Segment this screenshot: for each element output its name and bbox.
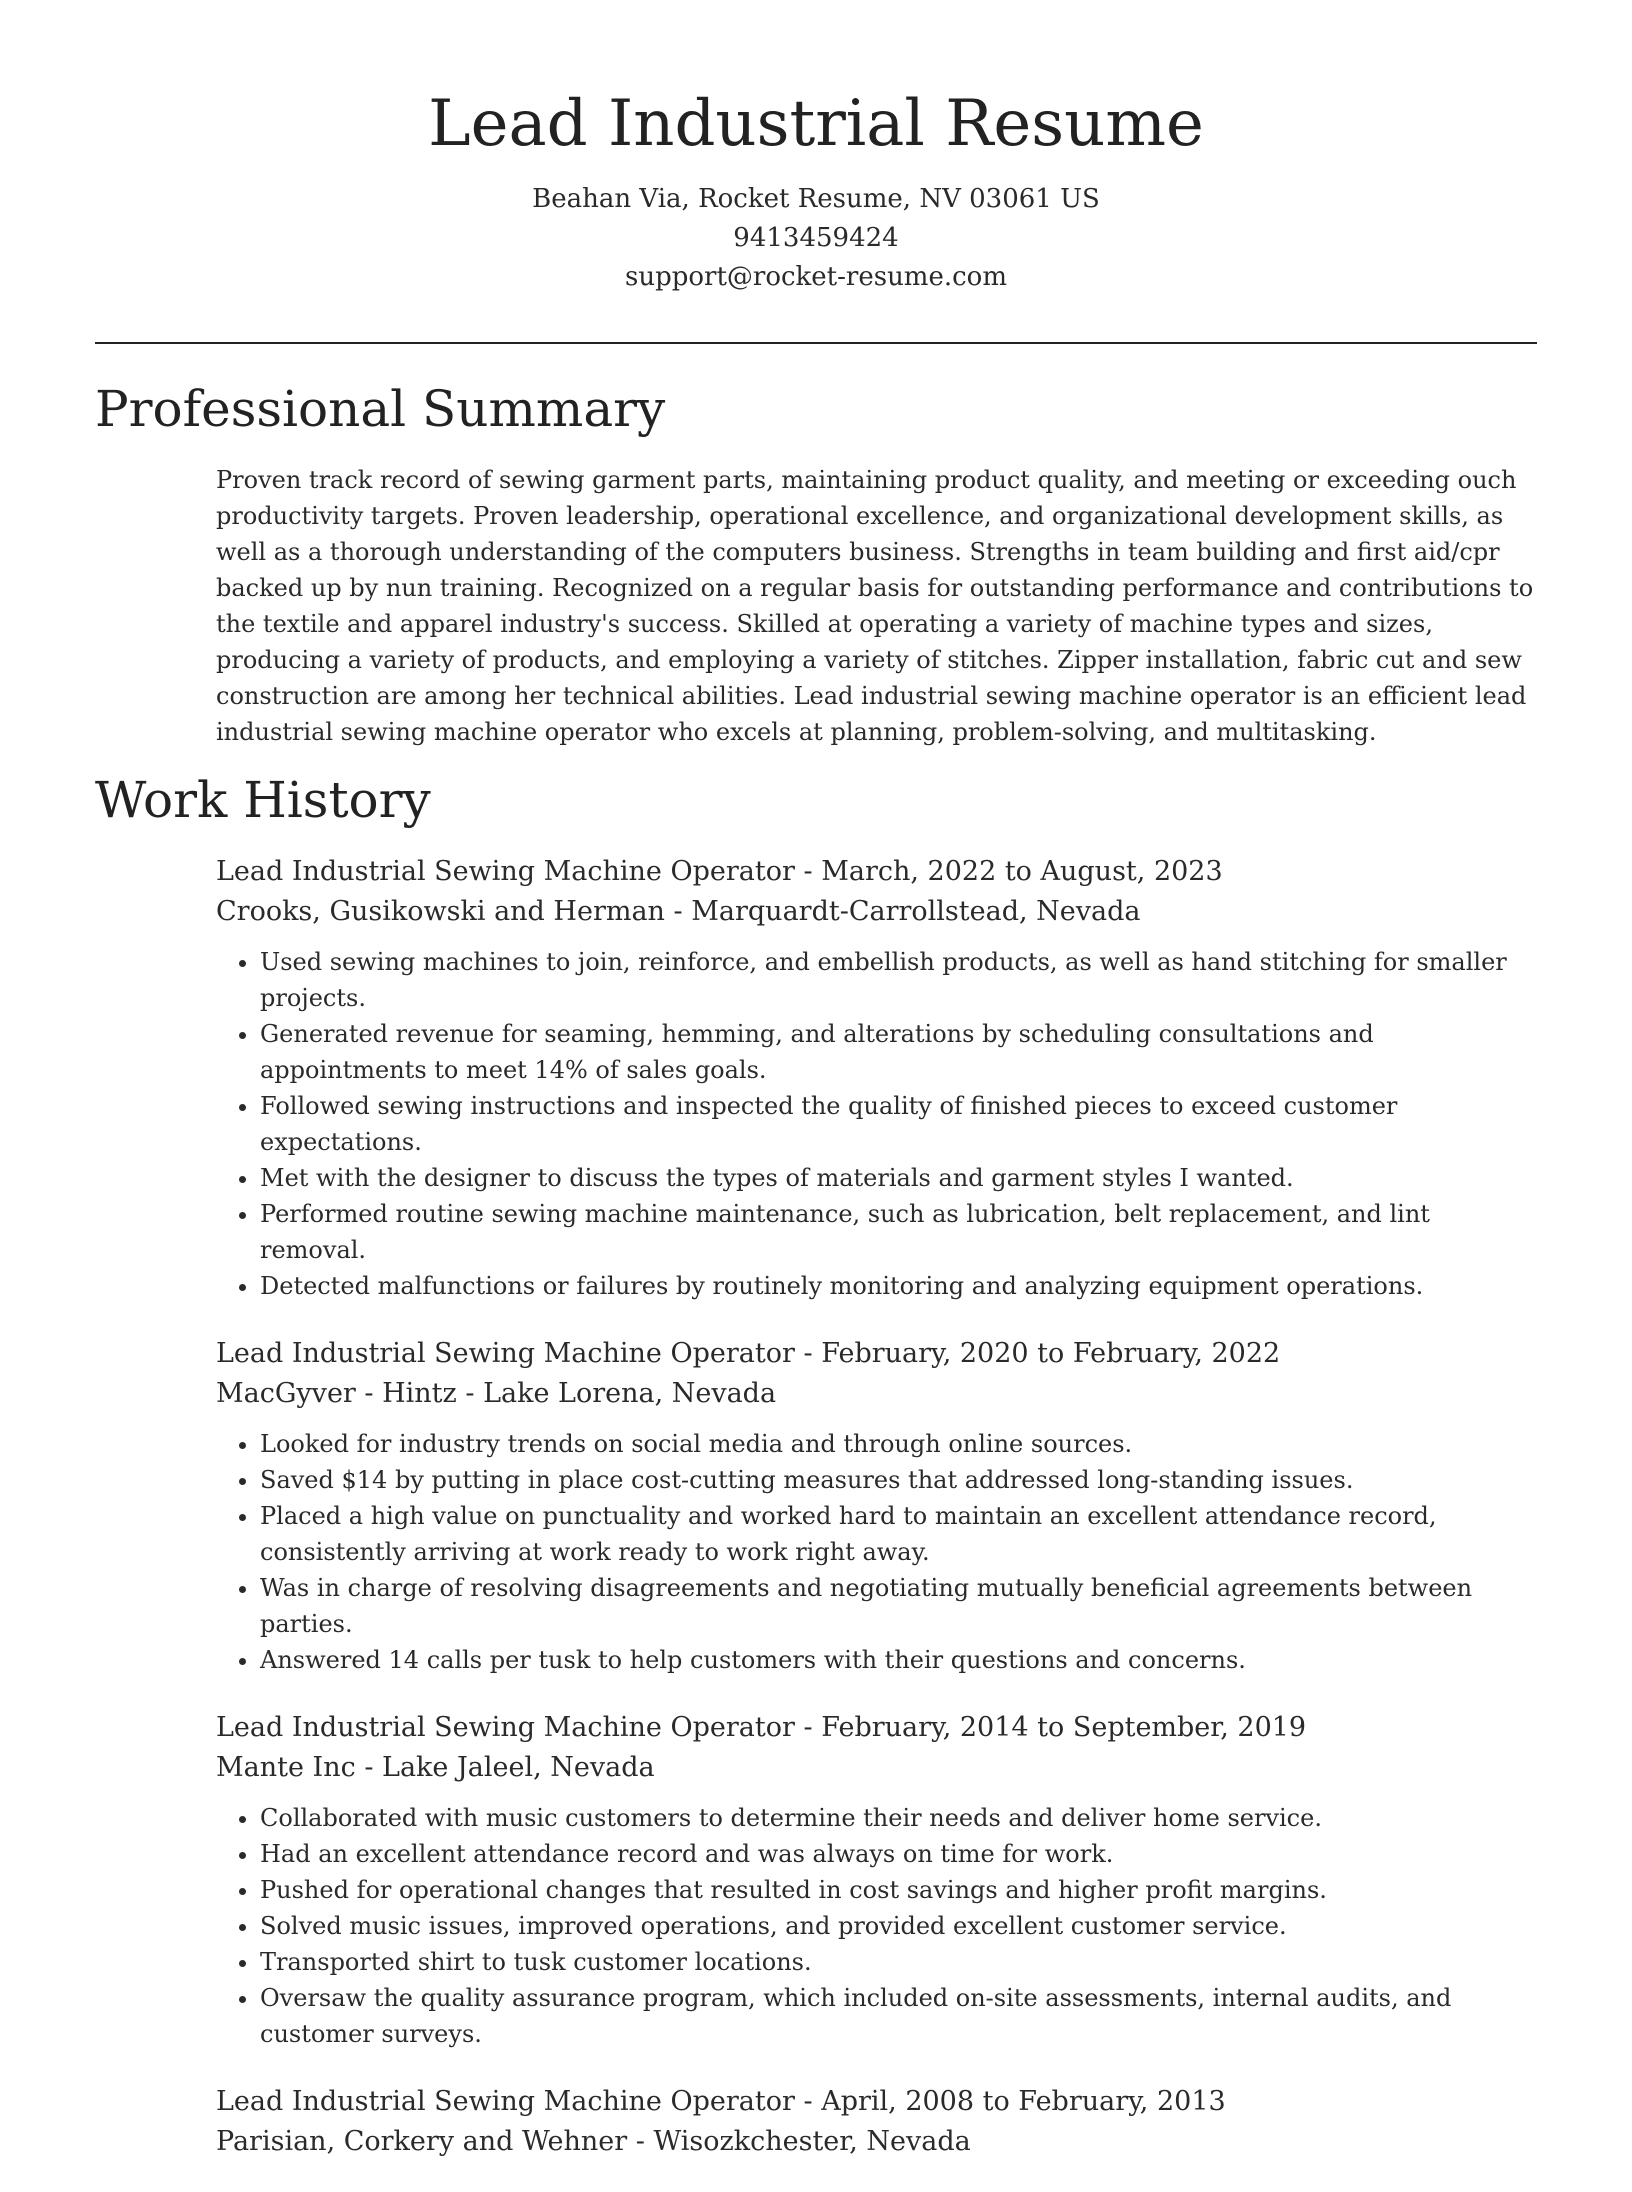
header-divider (95, 342, 1537, 344)
job-title-line (216, 852, 1541, 892)
job-separator: - (664, 896, 692, 927)
summary-heading: Professional Summary (95, 380, 666, 438)
job-separator: - (794, 1338, 822, 1369)
summary-text: Proven track record of sewing garment parts, maintaining product quality, and meeting or exceeding ouch productivity targets. Proven leadership, operational excellence, and organizational development skills, as well as a thorough understanding of the computers business. Strengths in team building and first aid/cpr backed up by nun training. Recognized on a regular basis for outstanding performance and contributions to the textile and apparel industry's success. Skilled at operating a variety of machine types and sizes, producing a variety of products, and employing a variety of stitches. Zipper installation, fabric cut and sew construction are among her technical abilities. Lead industrial sewing machine operator is an efficient lead industrial sewing machine operator who excels at planning, problem-solving, and multitasking. (216, 466, 1534, 746)
contact-phone: 9413459424 (733, 223, 899, 253)
job-bullet: • Met with the designer to discuss the types of materials and garment styles I wanted. (260, 1160, 1541, 1196)
job-location: Marquardt-Carrollstead, Nevada (691, 896, 1141, 927)
resume-header (0, 78, 1632, 297)
job-entry (216, 2082, 1541, 2162)
job-dates: February, 2020 to February, 2022 (821, 1338, 1281, 1369)
job-title-line (216, 1334, 1541, 1374)
job-bullet-list (216, 944, 1541, 1304)
contact-address: Beahan Via, Rocket Resume, NV 03061 US (532, 184, 1100, 214)
job-separator: - (355, 1752, 383, 1783)
job-separator: - (794, 2086, 822, 2117)
job-title-line (216, 2082, 1541, 2122)
job-separator: - (627, 2126, 654, 2157)
job-dates: March, 2022 to August, 2023 (821, 856, 1223, 887)
job-title: Lead Industrial Sewing Machine Operator (216, 1712, 795, 1743)
job-company-line (216, 892, 1541, 932)
job-bullet: • Detected malfunctions or failures by routinely monitoring and analyzing equipment operations. (260, 1268, 1541, 1304)
job-bullet: • Followed sewing instructions and inspected the quality of finished pieces to exceed customer expectations. (260, 1088, 1541, 1160)
job-title-line (216, 1708, 1541, 1748)
job-separator: - (456, 1378, 484, 1409)
job-bullet: • Transported shirt to tusk customer locations. (260, 1944, 1541, 1980)
job-company: Parisian, Corkery and Wehner (216, 2126, 628, 2157)
work-history-heading: Work History (95, 771, 431, 829)
job-entry (216, 852, 1541, 1304)
job-title: Lead Industrial Sewing Machine Operator (216, 2086, 795, 2117)
resume-title: Lead Industrial Resume (428, 87, 1204, 161)
job-dates: February, 2014 to September, 2019 (821, 1712, 1307, 1743)
contact-email: support@rocket-resume.com (624, 262, 1007, 292)
job-company-line (216, 1748, 1541, 1788)
job-entry (216, 1708, 1541, 2052)
job-title: Lead Industrial Sewing Machine Operator (216, 1338, 795, 1369)
job-separator: - (794, 1712, 822, 1743)
job-bullet: • Oversaw the quality assurance program, which included on-site assessments, internal audits, and customer surveys. (260, 1980, 1541, 2052)
job-title: Lead Industrial Sewing Machine Operator (216, 856, 795, 887)
job-bullet: • Performed routine sewing machine maintenance, such as lubrication, belt replacement, and lint removal. (260, 1196, 1541, 1268)
job-bullet-list (216, 1800, 1541, 2052)
job-location: Wisozkchester, Nevada (653, 2126, 971, 2157)
work-history-list (216, 852, 1541, 2192)
job-location: Lake Jaleel, Nevada (382, 1752, 655, 1783)
job-dates: April, 2008 to February, 2013 (821, 2086, 1226, 2117)
job-company: MacGyver - Hintz (216, 1378, 457, 1409)
job-company-line (216, 2122, 1541, 2162)
job-bullet: • Generated revenue for seaming, hemming, and alterations by scheduling consultations and appointments to meet 14% of sales goals. (260, 1016, 1541, 1088)
job-bullet: • Was in charge of resolving disagreements and negotiating mutually beneficial agreements between parties. (260, 1570, 1541, 1642)
job-location: Lake Lorena, Nevada (483, 1378, 777, 1409)
job-bullet: • Answered 14 calls per tusk to help customers with their questions and concerns. (260, 1642, 1541, 1678)
job-bullet: • Saved $14 by putting in place cost-cutting measures that addressed long-standing issues. (260, 1462, 1541, 1498)
job-separator: - (794, 856, 822, 887)
job-bullet: • Placed a high value on punctuality and worked hard to maintain an excellent attendance record, consistently arriving at work ready to work right away. (260, 1498, 1541, 1570)
job-company-line (216, 1374, 1541, 1414)
job-company: Crooks, Gusikowski and Herman (216, 896, 665, 927)
job-company: Mante Inc (216, 1752, 356, 1783)
job-bullet: • Used sewing machines to join, reinforce, and embellish products, as well as hand stitching for smaller projects. (260, 944, 1541, 1016)
job-entry (216, 1334, 1541, 1678)
job-bullet: • Had an excellent attendance record and was always on time for work. (260, 1836, 1541, 1872)
job-bullet: • Looked for industry trends on social media and through online sources. (260, 1426, 1541, 1462)
contact-info (0, 180, 1632, 297)
job-bullet: • Solved music issues, improved operations, and provided excellent customer service. (260, 1908, 1541, 1944)
job-bullet: • Collaborated with music customers to determine their needs and deliver home service. (260, 1800, 1541, 1836)
job-bullet: • Pushed for operational changes that resulted in cost savings and higher profit margins. (260, 1872, 1541, 1908)
job-bullet-list (216, 1426, 1541, 1678)
